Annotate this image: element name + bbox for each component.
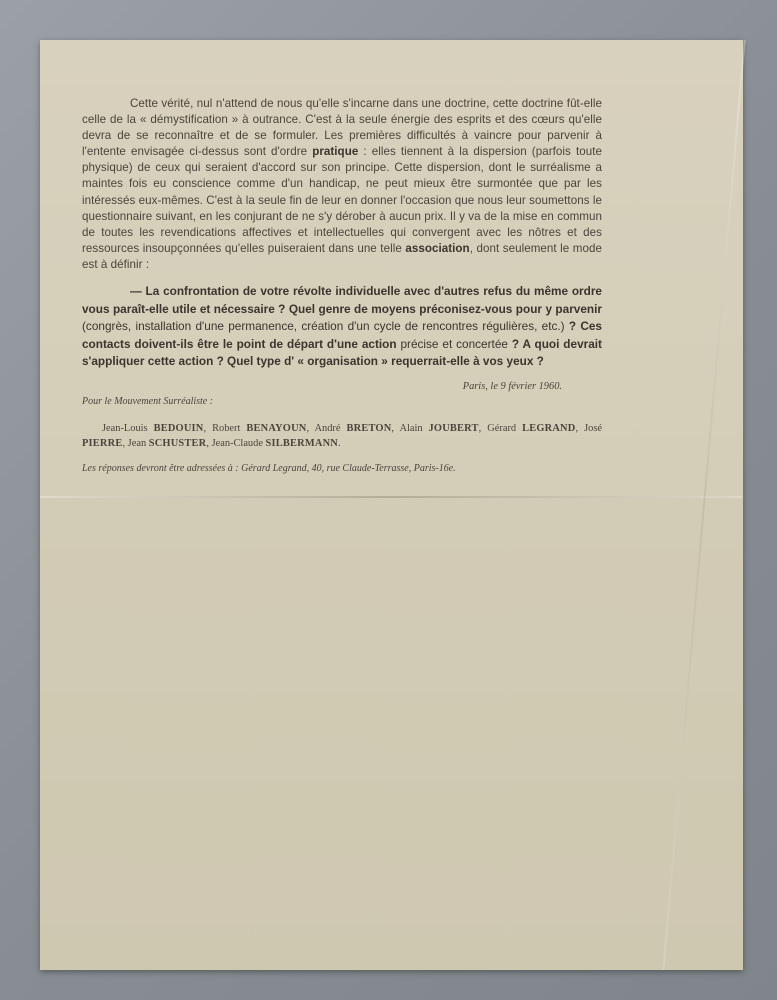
paper-fold-line xyxy=(40,496,743,498)
signatory: José PIERRE xyxy=(82,423,602,449)
signatory: Robert BENAYOUN xyxy=(212,423,307,434)
signatories-list: Jean-Louis BEDOUIN, Robert BENAYOUN, André BRETON, Alain JOUBERT, Gérard LEGRAND, José PIERRE, Jean SCHUSTER, Jean-Claude SILBERMANN. xyxy=(82,423,602,449)
signatory: Jean-Claude SILBERMANN xyxy=(211,438,338,449)
question-segment-normal: (congrès, installation d'une permanence, création d'un cycle de rencontres régulières, etc.) xyxy=(82,319,565,334)
paragraph-segment: : elles tiennent à la dispersion (parfois toute physique) de ceux qui seraient d'accord sur son principe. Cette dispersion, dont le surréalisme a maintes fois eu conscience comme d'un handicap, ne peut mieux être surmontée que par les intéressés eux-mêmes. C'est à la seule fin de leur en donner l'occasion que nous leur soumettons le questionnaire suivant, en les conjurant de ne s'y dérober à aucun prix. Il y va de la mise en commun de toutes les revendications affectives et intellectuelles qui convergent avec les nôtres et des ressources insoupçonnées qu'elles puiseraient dans une telle xyxy=(82,145,602,255)
letter-body xyxy=(82,96,602,474)
paragraph-emphasis-association: association xyxy=(405,241,470,255)
dateline: Paris, le 9 février 1960. xyxy=(462,381,562,392)
signatory: Gérard LEGRAND xyxy=(487,423,576,434)
reply-address-note: Les réponses devront être adressées à : Gérard Legrand, 40, rue Claude-Terrasse, Paris-16e. xyxy=(82,463,456,474)
paragraph-emphasis-pratique: pratique xyxy=(312,145,359,159)
signatory: Jean-Louis BEDOUIN xyxy=(102,423,204,434)
questionnaire-paragraph xyxy=(82,283,602,371)
signatory: Jean SCHUSTER xyxy=(127,438,207,449)
question-segment: ? Ces contacts doivent-ils être le point de départ d'une action xyxy=(82,319,602,351)
paragraph-segment: Cette vérité, nul n'attend de nous qu'elle s'incarne dans une doctrine, cette doctrine fût-elle celle de la « démystification » à outrance. C'est à la seule énergie des esprits et des cœurs qu'elle devra de se reconnaître et de se formuler. Les premières difficultés à vaincre pour parvenir à l'entente envisagée ci-dessus sont d'ordre xyxy=(82,97,602,159)
intro-paragraph xyxy=(82,96,602,273)
paragraph-segment: , dont seulement le mode est à définir : xyxy=(82,241,602,271)
question-segment-normal: précise et concertée xyxy=(400,336,508,351)
signatory: Alain JOUBERT xyxy=(399,423,479,434)
movement-label: Pour le Mouvement Surréaliste : xyxy=(82,396,214,407)
question-segment: ? A quoi devrait s'appliquer cette action ? Quel type d' « organisation » requerrait-elle à vos yeux ? xyxy=(82,336,602,369)
signatory: André BRETON xyxy=(314,423,392,434)
question-segment: — La confrontation de votre révolte individuelle avec d'autres refus du même ordre vous paraît-elle utile et nécessaire ? Quel genre de moyens préconisez-vous pour y parvenir xyxy=(82,284,602,316)
document-sheet xyxy=(40,40,743,970)
